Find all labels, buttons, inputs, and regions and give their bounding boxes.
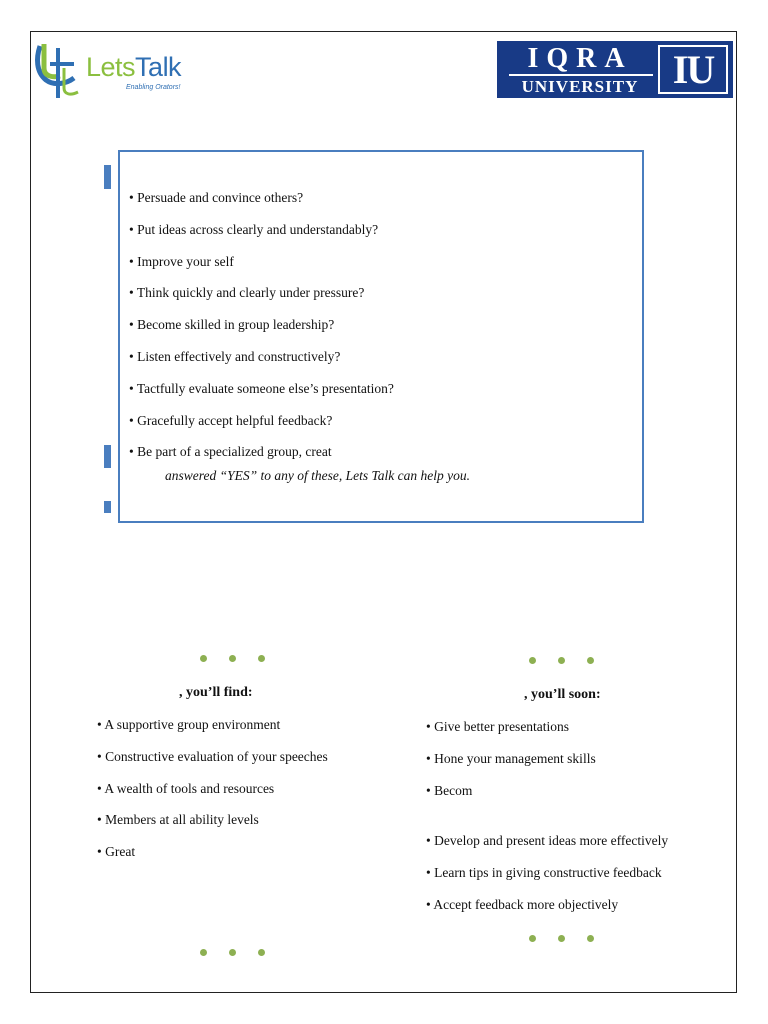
dot-separator-left-bottom — [200, 949, 265, 956]
dot-icon — [587, 935, 594, 942]
right-column-heading: , you’ll soon: — [524, 687, 601, 702]
letstalk-wordmark — [86, 52, 181, 83]
dot-icon — [258, 949, 265, 956]
answer-line: answered “YES” to any of these, Lets Talk can help you. — [165, 468, 470, 483]
list-item: • Members at all ability levels — [97, 812, 259, 828]
list-item: • Tactfully evaluate someone else’s presentation? — [129, 380, 394, 396]
list-item: • A wealth of tools and resources — [97, 780, 275, 796]
list-item: • Think quickly and clearly under pressure? — [129, 285, 365, 301]
right-column-list-b — [426, 833, 668, 928]
letstalk-tagline: Enabling Orators! — [126, 84, 181, 91]
side-mark-top — [104, 165, 111, 189]
iqra-monogram: IU — [658, 45, 728, 94]
left-column-list — [97, 717, 328, 876]
iqra-rule — [509, 74, 653, 76]
side-mark-middle — [104, 445, 111, 468]
dot-icon — [200, 655, 207, 662]
list-item: • Great — [97, 844, 136, 860]
dot-icon — [529, 935, 536, 942]
list-item: • Constructive evaluation of your speeches — [97, 748, 328, 764]
letstalk-word-talk: Talk — [135, 52, 182, 82]
letstalk-logo — [34, 38, 204, 106]
list-item: • Accept feedback more objectively — [426, 896, 619, 912]
dot-separator-left-top — [200, 655, 265, 662]
list-item: • Gracefully accept helpful feedback? — [129, 412, 333, 428]
iqra-university-word: UNIVERSITY — [521, 77, 639, 96]
letstalk-mark-icon — [34, 38, 86, 104]
list-item: • Be part of a specialized group, creat — [129, 444, 332, 460]
list-item: • Learn tips in giving constructive feedback — [426, 864, 662, 880]
list-item: • Give better presentations — [426, 719, 570, 734]
iqra-university-logo — [497, 41, 733, 98]
list-item: • A supportive group environment — [97, 717, 281, 732]
letstalk-word-lets: Lets — [86, 52, 136, 82]
question-list — [129, 190, 394, 476]
right-column-list-a — [426, 719, 596, 814]
left-column-heading: , you’ll find: — [179, 685, 253, 700]
dot-separator-right-bottom — [529, 935, 594, 942]
list-item: • Listen effectively and constructively? — [129, 348, 341, 364]
dot-icon — [558, 935, 565, 942]
list-item: • Becom — [426, 782, 473, 798]
list-item: • Put ideas across clearly and understandably? — [129, 221, 379, 237]
iqra-name: IQRA — [527, 43, 633, 74]
side-mark-bottom — [104, 501, 111, 513]
list-item: • Become skilled in group leadership? — [129, 317, 335, 333]
list-item: • Hone your management skills — [426, 750, 596, 766]
list-item: • Persuade and convince others? — [129, 190, 304, 205]
dot-separator-right-top — [529, 657, 594, 664]
dot-icon — [258, 655, 265, 662]
list-item: • Develop and present ideas more effectively — [426, 833, 669, 848]
dot-icon — [558, 657, 565, 664]
dot-icon — [587, 657, 594, 664]
dot-icon — [200, 949, 207, 956]
list-item: • Improve your self — [129, 253, 234, 269]
dot-icon — [229, 655, 236, 662]
dot-icon — [229, 949, 236, 956]
dot-icon — [529, 657, 536, 664]
